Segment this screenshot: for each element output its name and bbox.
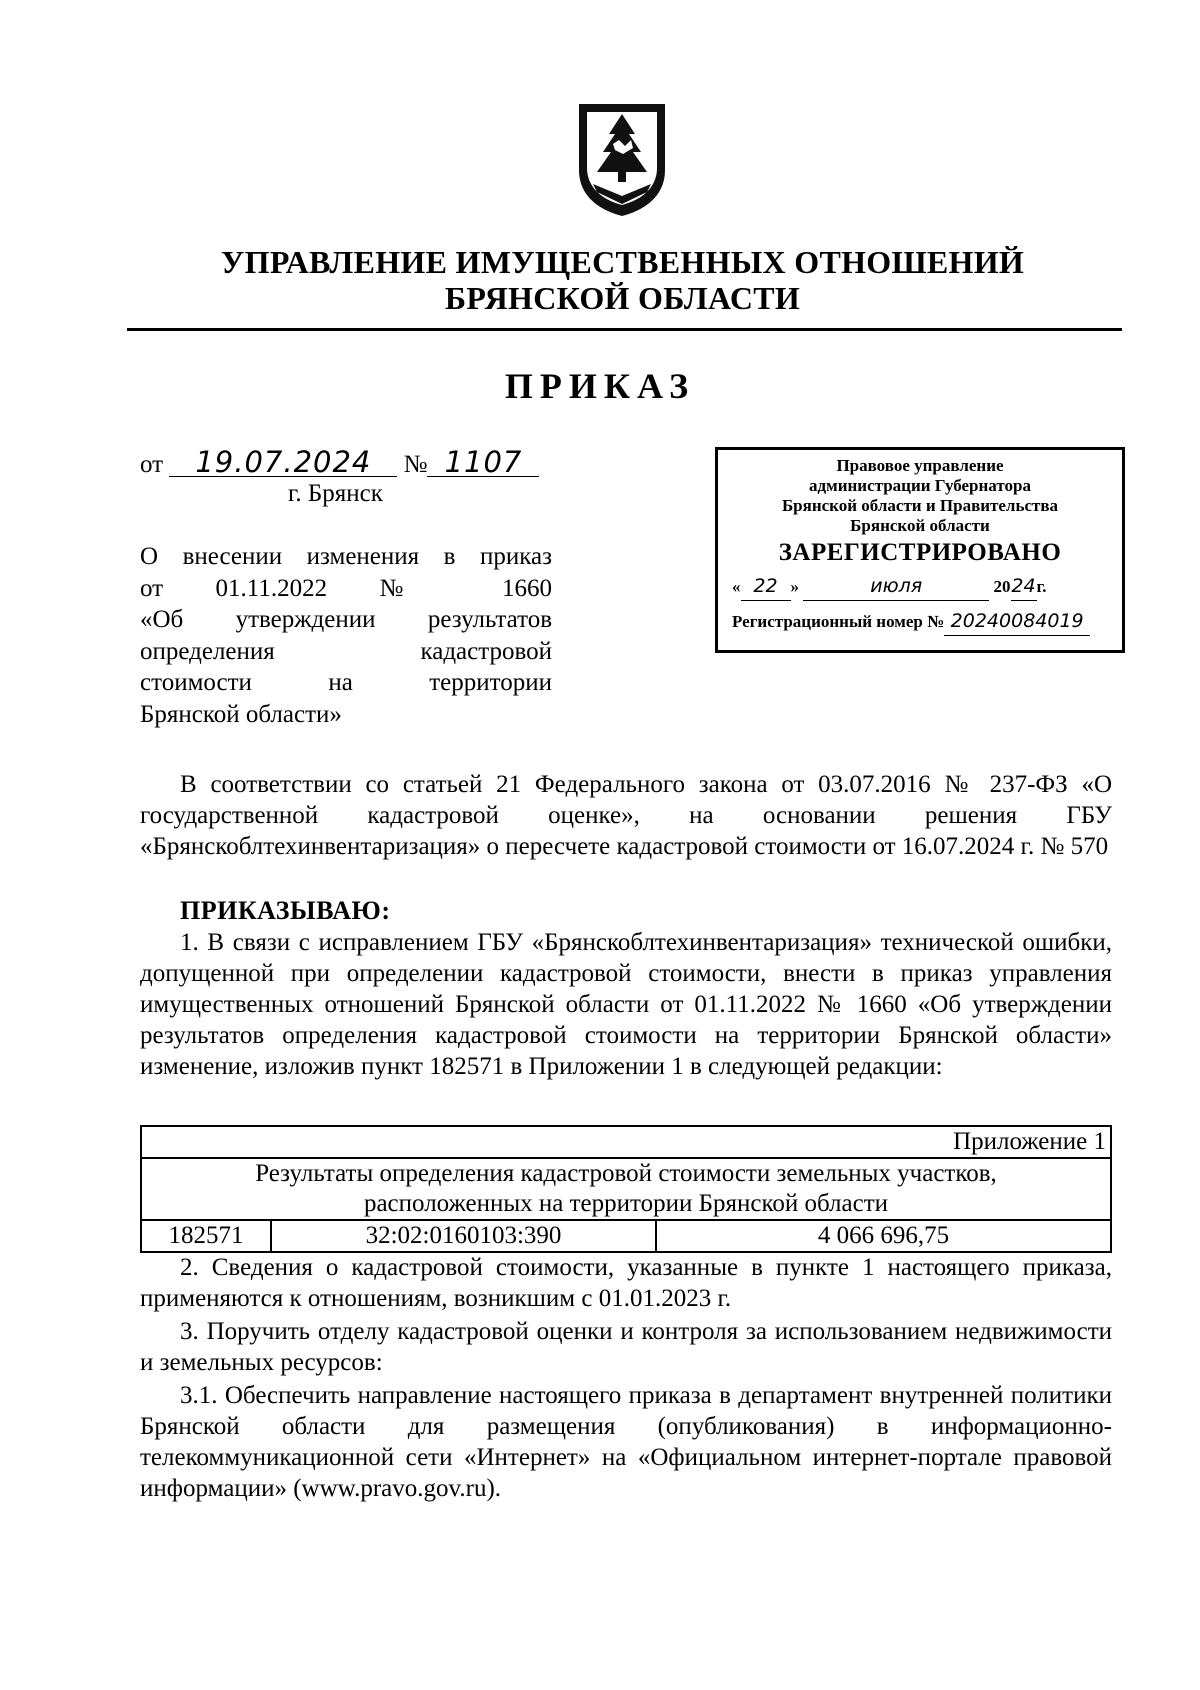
order-directive-word: ПРИКАЗЫВАЮ:	[180, 896, 391, 925]
order-city: г. Брянск	[288, 480, 383, 507]
stamp-reg-label: Регистрационный номер №	[732, 612, 945, 631]
order-date: 19.07.2024	[169, 448, 397, 477]
appendix-title	[141, 1158, 1111, 1220]
subject-line: Брянской области»	[140, 700, 342, 728]
order-subject	[140, 541, 552, 730]
appendix-label: Приложение 1	[141, 1126, 1111, 1158]
stamp-year-unit: г.	[1036, 577, 1047, 596]
stamp-day: 22	[741, 572, 791, 601]
subject-line: «Об утверждении результатов	[140, 606, 552, 633]
appendix-table	[140, 1125, 1112, 1253]
item-3-1-paragraph: 3.1. Обеспечить направление настоящего приказа в департамент внутренней политики Брянской области для размещения (опубликования) в информационно-телекоммуникационной сети «Интернет» на «Официальном интернет-портале правовой информации» (www.pravo.gov.ru).	[140, 1382, 1112, 1502]
registration-stamp	[715, 447, 1125, 653]
subject-line: определения кадастровой	[140, 637, 552, 665]
item-1-paragraph: 1. В связи с исправлением ГБУ «Брянскоблтехинвентаризация» технической ошибки, допущенной при определении кадастровой стоимости, внести в приказ управления имущественных отношений Брянской области от 01.11.2022 № 1660 «Об утверждении результатов определения кадастровой стоимости на территории Брянской области» изменение, изложив пункт 182571 в Приложении 1 в следующей редакции:	[140, 929, 1112, 1080]
document-type-title: ПРИКАЗ	[504, 366, 696, 406]
cell-cadastral-number: 32:02:0160103:390	[271, 1220, 656, 1252]
date-prefix: от	[140, 451, 164, 478]
item-3-paragraph: 3. Поручить отделу кадастровой оценки и контроля за использованием недвижимости и земельных ресурсов:	[140, 1318, 1112, 1376]
organization-name-line1: УПРАВЛЕНИЕ ИМУЩЕСТВЕННЫХ ОТНОШЕНИЙ	[220, 244, 1025, 280]
preamble-paragraph: В соответствии со статьей 21 Федерального закона от 03.07.2016 № 237-ФЗ «О государственной кадастровой оценке», на основании решения ГБУ «Брянскоблтехинвентаризация» о пересчете кадастровой стоимости от 16.07.2024 г. № 570	[140, 771, 1112, 860]
number-prefix: №	[403, 451, 428, 478]
stamp-line3: Брянской области и Правительства	[781, 496, 1059, 515]
appendix-title-line2: расположенных на территории Брянской области	[363, 1190, 889, 1217]
organization-name	[110, 244, 1135, 316]
stamp-status: ЗАРЕГИСТРИРОВАНО	[778, 539, 1062, 566]
stamp-year-suffix: 24	[1011, 572, 1037, 601]
stamp-line4: Брянской области	[850, 516, 990, 535]
stamp-reg-number: 20240084019	[944, 607, 1090, 636]
stamp-close-quote: »	[790, 577, 799, 596]
subject-line: стоимости на территории	[140, 669, 552, 696]
stamp-open-quote: «	[732, 577, 741, 596]
stamp-month: июля	[803, 572, 989, 601]
stamp-registration-number	[718, 607, 1122, 636]
coat-of-arms-emblem	[575, 100, 669, 218]
organization-name-line2: БРЯНСКОЙ ОБЛАСТИ	[444, 280, 801, 316]
subject-line: О внесении изменения в приказ	[140, 543, 552, 570]
cell-cadastral-value: 4 066 696,75	[656, 1220, 1111, 1252]
stamp-line1: Правовое управление	[836, 456, 1004, 475]
subject-line: от 01.11.2022 № 1660	[140, 574, 552, 602]
item-2-paragraph: 2. Сведения о кадастровой стоимости, указанные в пункте 1 настоящего приказа, применяются к отношениям, возникшим с 01.01.2023 г.	[140, 1254, 1112, 1312]
order-date-number	[140, 445, 539, 480]
table-row	[141, 1220, 1111, 1252]
header-divider	[127, 328, 1122, 331]
stamp-date	[718, 572, 1122, 601]
stamp-year-prefix: 20	[993, 577, 1011, 596]
appendix-title-line1: Результаты определения кадастровой стоимости земельных участков,	[255, 1160, 997, 1187]
order-number: 1107	[427, 448, 539, 477]
stamp-line2: администрации Губернатора	[809, 476, 1031, 495]
cell-item-number: 182571	[141, 1220, 271, 1252]
